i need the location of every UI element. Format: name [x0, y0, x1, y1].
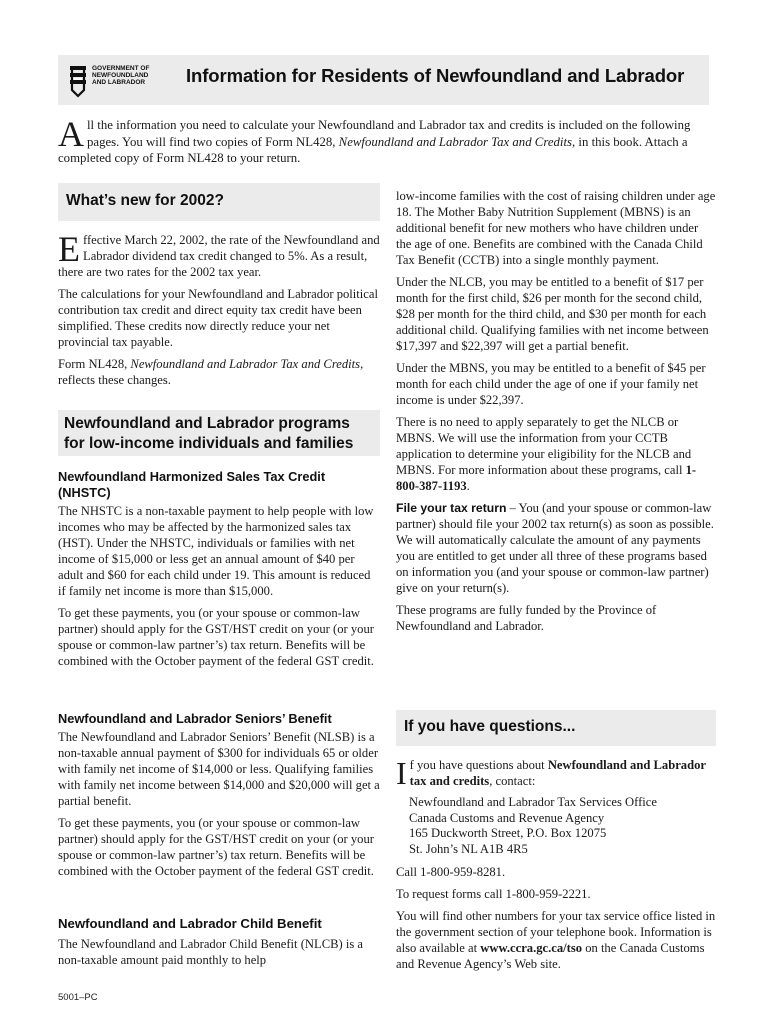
- address-line-2: Canada Customs and Revenue Agency: [409, 810, 605, 825]
- questions-text: f you have questions about: [409, 758, 548, 772]
- questions-intro: [396, 757, 716, 789]
- whats-new-section: [58, 229, 380, 394]
- nhstc-paragraph-1: The NHSTC is a non-taxable payment to help people with low incomes who may be affected by the harmonized sales tax (HST). Under the NHSTC, individuals or families with net income of $15,000 or less get an annual amount of $40 per adult and $60 for each child under 19. This amount is reduced if family net income is more than $15,000.: [58, 504, 374, 598]
- page-title: Information for Residents of Newfoundland and Labrador: [186, 65, 685, 86]
- questions-dropcap: I: [396, 755, 407, 791]
- p3-form-title: Newfoundland and Labrador Tax and Credits: [130, 357, 361, 371]
- nlcb-paragraph-2: Under the NLCB, you may be entitled to a benefit of $17 per month for the first child, $26 per month for the second child, $28 per month for the third child, and $30 per month for each additional child. Qualifying families with net income between $17,397 and $22,397 will get a partial benefit.: [396, 275, 709, 353]
- child-benefit-paragraph: The Newfoundland and Labrador Child Benefit (NLCB) is a non-taxable amount paid monthly to help: [58, 937, 363, 967]
- ccra-website-link[interactable]: www.ccra.gc.ca/tso: [480, 941, 583, 955]
- programs-heading-box: [58, 410, 380, 456]
- seniors-section: [58, 711, 380, 885]
- whats-new-p1-text: ffective March 22, 2002, the rate of the Newfoundland and Labrador dividend tax credit changed to 5%. As a result, there are two rates for the 2002 tax year.: [58, 233, 380, 279]
- child-benefit-heading: Newfoundland and Labrador Child Benefit: [58, 916, 322, 931]
- nhstc-paragraph-2: To get these payments, you (or your spouse or common-law partner) should apply for the GST/HST credit on your (or your spouse or common-law partner’s) tax return. Benefits will be combined with the October payment of the federal GST credit.: [58, 606, 374, 668]
- logo-line-1: GOVERNMENT OF: [92, 65, 150, 72]
- intro-text-end: in this book. Attach a completed copy of Form NL428 to your return.: [58, 134, 688, 165]
- programs-heading-line-1: Newfoundland and Labrador programs: [64, 415, 350, 432]
- seniors-paragraph-2: To get these payments, you (or your spouse or common-law partner) should apply for the GST/HST credit on your (or your spouse or common-law partner’s) tax return. Benefits will be combined with the October payment of the federal GST credit.: [58, 816, 374, 878]
- whats-new-dropcap: E: [58, 229, 80, 269]
- file-return-label: File your tax return: [396, 501, 507, 515]
- logo-line-3: AND LABRADOR: [92, 79, 146, 86]
- logo-line-2: NEWFOUNDLAND: [92, 72, 149, 79]
- address-line-1: Newfoundland and Labrador Tax Services Office: [409, 795, 657, 809]
- call-number: Call 1-800-959-8281.: [396, 865, 506, 879]
- address-line-4: St. John’s NL A1B 4R5: [409, 841, 528, 856]
- forms-number: To request forms call 1-800-959-2221.: [396, 887, 591, 901]
- other-text: You will find other numbers for your tax service office listed in the government section of your telephone book. Information is also available at: [396, 909, 716, 955]
- cctb-phone-number: 1-800-387-1193: [396, 463, 697, 493]
- form-code: 5001–PC: [58, 992, 98, 1003]
- nhstc-section: [58, 469, 380, 675]
- other-text-end: on the Canada Customs and Revenue Agency’s Web site.: [396, 941, 705, 971]
- whats-new-paragraph-1: [58, 229, 380, 280]
- intro-text: ll the information you need to calculate your Newfoundland and Labrador tax and credits is included on the following pages. You will find two copies of Form NL428,: [87, 118, 691, 149]
- funding-paragraph: These programs are fully funded by the Province of Newfoundland and Labrador.: [396, 603, 657, 633]
- whats-new-heading-box: [58, 183, 380, 221]
- programs-heading: [64, 414, 353, 454]
- programs-heading-line-2: for low-income individuals and families: [64, 435, 354, 452]
- questions-heading: If you have questions...: [404, 718, 576, 735]
- apply-text: There is no need to apply separately to get the NLCB or MBNS. We will use the information from your CCTB application to determine your eligibility for the NLCB and MBNS. For more information about these programs, call: [396, 415, 692, 477]
- apply-text-end: .: [466, 479, 470, 493]
- child-benefit-section: [58, 916, 380, 974]
- intro-dropcap: A: [58, 114, 84, 154]
- seniors-paragraph-1: The Newfoundland and Labrador Seniors’ Benefit (NLSB) is a non-taxable annual payment of $300 for individuals 65 or older with family net income of $14,000 or less. Qualifying families with family net income between $14,000 and $20,000 will get a partial benefit.: [58, 730, 380, 808]
- questions-topic: Newfoundland and Labrador tax and credits: [409, 758, 706, 788]
- mbns-paragraph: Under the MBNS, you may be entitled to a benefit of $45 per month for each child under the age of one if your family net income is under $22,397.: [396, 361, 706, 407]
- intro-form-title: Newfoundland and Labrador Tax and Credits,: [338, 134, 576, 149]
- p3-a: Form NL428,: [58, 357, 131, 371]
- whats-new-paragraph-3: [58, 356, 380, 388]
- government-logo: [68, 64, 168, 98]
- tax-office-address: [409, 795, 716, 857]
- seniors-heading: Newfoundland and Labrador Seniors’ Benefit: [58, 711, 332, 726]
- whats-new-paragraph-2: The calculations for your Newfoundland and Labrador political contribution tax credit and direct equity tax credit have been simplified. These credits now directly reduce your net provincial tax payable.: [58, 287, 378, 349]
- file-return-text: – You (and your spouse or common-law partner) should file your 2002 tax return(s) as soon as possible. We will automatically calculate the amount of any payments you are entitled to get under all three of these programs based on information you (and your spouse or common-law partner) give on your return(s).: [396, 501, 714, 595]
- p3-b: , reflects these changes.: [58, 357, 364, 387]
- questions-section: [396, 757, 716, 978]
- right-column-programs: [396, 188, 716, 640]
- questions-text-end: , contact:: [489, 774, 536, 788]
- intro-paragraph: [58, 114, 709, 167]
- whats-new-heading: What’s new for 2002?: [66, 192, 224, 209]
- nhstc-heading: Newfoundland Harmonized Sales Tax Credit (NHSTC): [58, 469, 326, 500]
- questions-heading-box: [396, 710, 716, 746]
- address-line-3: 165 Duckworth Street, P.O. Box 12075: [409, 826, 607, 840]
- apply-paragraph: [396, 414, 716, 494]
- nlcb-paragraph-1: low-income families with the cost of raising children under age 18. The Mother Baby Nutrition Supplement (MBNS) is an additional benefit for new mothers who have children under the age of one. Benefits are combined with the Canada Child Tax Benefit (CCTB) into a single monthly payment.: [396, 189, 716, 267]
- other-numbers-paragraph: [396, 908, 716, 972]
- file-return-paragraph: [396, 500, 716, 596]
